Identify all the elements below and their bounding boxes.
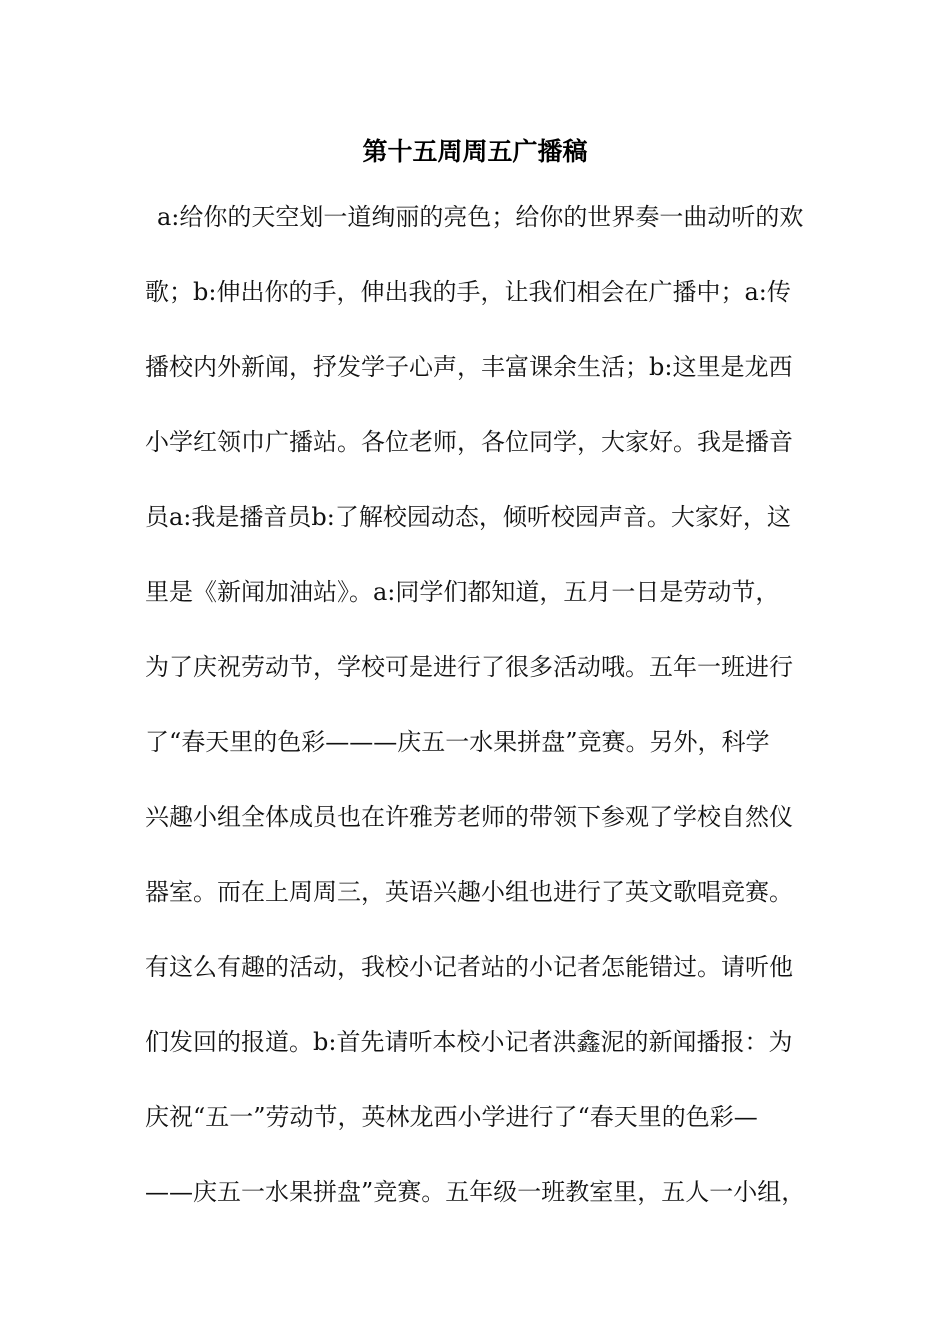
body-line: 里是《新闻加油站》。a:同学们都知道，五月一日是劳动节，: [145, 578, 780, 606]
body-line: 歌；b:伸出你的手，伸出我的手，让我们相会在广播中；a:传: [145, 278, 791, 306]
body-line: 小学红领巾广播站。各位老师，各位同学，大家好。我是播音: [145, 428, 793, 456]
body-line: 庆祝“五一”劳动节，英林龙西小学进行了“春天里的色彩—: [145, 1103, 758, 1131]
body-line: 器室。而在上周周三，英语兴趣小组也进行了英文歌唱竞赛。: [145, 878, 793, 906]
document-body: [145, 180, 815, 1230]
body-line: 兴趣小组全体成员也在许雅芳老师的带领下参观了学校自然仪: [145, 803, 793, 831]
body-line: 有这么有趣的活动，我校小记者站的小记者怎能错过。请听他: [145, 953, 793, 981]
body-line: 为了庆祝劳动节，学校可是进行了很多活动哦。五年一班进行: [145, 653, 793, 681]
body-line: 员a:我是播音员b:了解校园动态，倾听校园声音。大家好，这: [145, 503, 791, 531]
body-line: 播校内外新闻，抒发学子心声，丰富课余生活；b:这里是龙西: [145, 353, 793, 381]
body-line: 们发回的报道。b:首先请听本校小记者洪鑫泥的新闻播报：为: [145, 1028, 793, 1056]
body-line: ——庆五一水果拼盘”竞赛。五年级一班教室里，五人一小组，: [145, 1178, 806, 1206]
document-title: 第十五周周五广播稿: [362, 137, 588, 166]
body-line: 了“春天里的色彩———庆五一水果拼盘”竞赛。另外，科学: [145, 728, 770, 756]
body-line: a:给你的天空划一道绚丽的亮色；给你的世界奏一曲动听的欢: [157, 203, 804, 231]
